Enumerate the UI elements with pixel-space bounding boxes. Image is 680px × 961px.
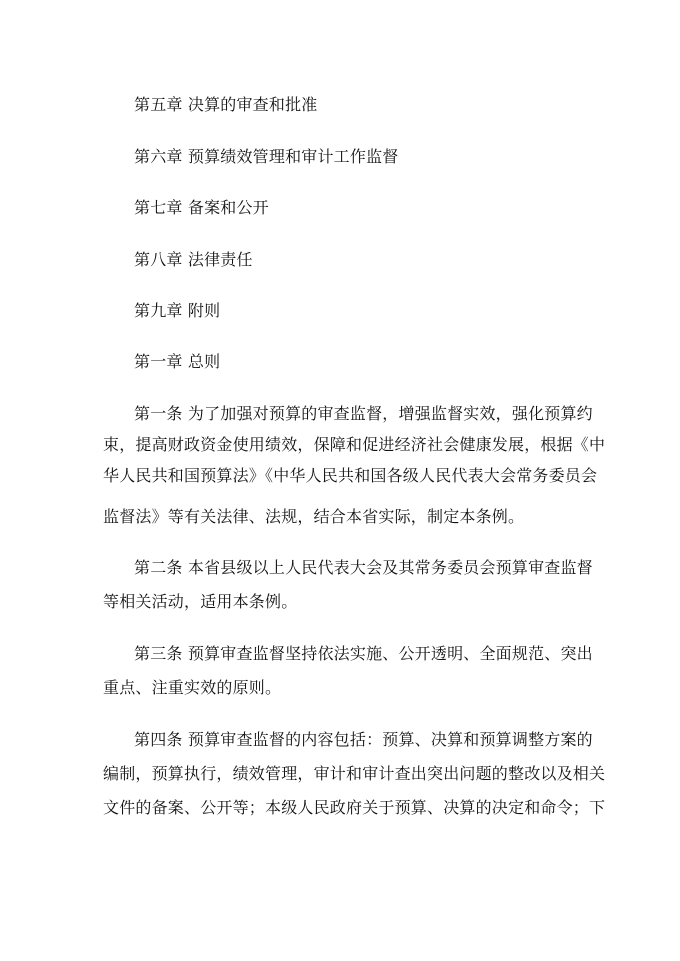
chapter-7-title: 第七章 备案和公开 [134, 198, 269, 217]
article-1-line-1: 第一条 为了加强对预算的审查监督，增强监督实效，强化预算约 [134, 404, 593, 423]
article-1-line-4: 监督法》等有关法律、法规，结合本省实际，制定本条例。 [103, 507, 525, 526]
article-1-line-3: 华人民共和国预算法》《中华人民共和国各级人民代表大会常务委员会 [103, 466, 598, 485]
chapter-6-title: 第六章 预算绩效管理和审计工作监督 [134, 147, 399, 166]
article-1-line-2: 束，提高财政资金使用绩效，保障和促进经济社会健康发展，根据《中 [103, 435, 606, 454]
article-4-line-1: 第四条 预算审查监督的内容包括：预算、决算和预算调整方案的 [134, 730, 593, 749]
chapter-8-title: 第八章 法律责任 [134, 250, 253, 269]
article-4-line-3: 文件的备案、公开等；本级人民政府关于预算、决算的决定和命令；下 [103, 798, 606, 817]
article-3-line-2: 重点、注重实效的原则。 [103, 678, 282, 697]
chapter-5-title: 第五章 决算的审查和批准 [134, 95, 318, 114]
article-4-line-2: 编制，预算执行，绩效管理，审计和审计查出突出问题的整改以及相关 [103, 764, 606, 783]
chapter-9-title: 第九章 附则 [134, 301, 221, 320]
article-2-line-2: 等相关活动，适用本条例。 [103, 592, 298, 611]
chapter-1-title: 第一章 总则 [134, 352, 221, 371]
article-3-line-1: 第三条 预算审查监督坚持依法实施、公开透明、全面规范、突出 [134, 644, 593, 663]
article-2-line-1: 第二条 本省县级以上人民代表大会及其常务委员会预算审查监督 [134, 558, 593, 577]
